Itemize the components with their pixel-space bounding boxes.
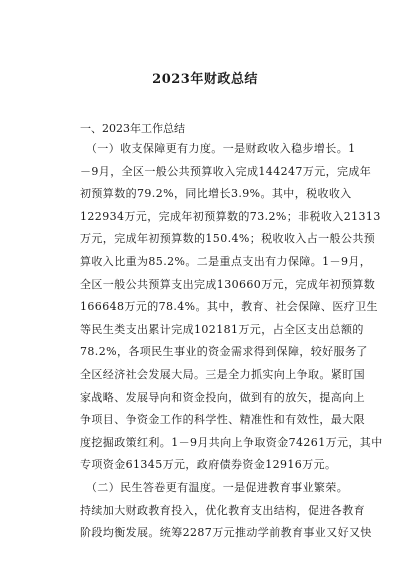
document-title: 2023年财政总结	[152, 72, 258, 87]
text-line: 122934万元，完成年初预算数的73.2%；非税收入21313	[80, 209, 381, 223]
text-line: 等民生类支出累计完成102181万元，占全区支出总额的	[80, 322, 364, 336]
text-line: 全区一般公共预算支出完成130660万元，完成年初预算数	[80, 277, 376, 291]
text-line: 专项资金61345万元，政府债券资金12916万元。	[80, 458, 337, 472]
text-line: （一）收支保障更有力度。一是财政收入稳步增长。1	[80, 142, 356, 155]
body-text	[80, 138, 383, 545]
text-line: 持续加大财政教育投入，优化教育支出结构，促进各教育	[80, 503, 365, 517]
text-line: 初预算数的79.2%，同比增长3.9%。其中，税收收入	[80, 187, 352, 201]
text-line: 166648万元的78.4%。其中，教育、社会保障、医疗卫生	[80, 300, 378, 314]
text-line: 万元，完成年初预算数的150.4%；税收收入占一般公共预	[80, 232, 376, 246]
text-line: 算收入比重为85.2%。二是重点支出有力保障。1－9月，	[80, 254, 372, 268]
section-heading: 一、2023年工作总结	[80, 122, 185, 135]
text-line: 全区经济社会发展大局。三是全力抓实向上争取。紧盯国	[80, 367, 365, 381]
text-line: 争项目、争资金工作的科学性、精准性和有效性，最大限	[80, 413, 365, 427]
text-line: 78.2%，各项民生事业的资金需求得到保障，较好服务了	[80, 345, 368, 359]
text-line: 度挖掘政策红利。1－9月共向上争取资金74261万元，其中	[80, 435, 383, 449]
text-line: －9月，全区一般公共预算收入完成144247万元，完成年	[80, 164, 372, 178]
text-line: 家战略、发展导向和资金投向，做到有的放矢，提高向上	[80, 390, 365, 404]
text-line: 阶段均衡发展。统筹2287万元推动学前教育事业又好又快	[80, 526, 372, 540]
text-line: （二）民生答卷更有温度。一是促进教育事业繁荣。	[80, 480, 349, 494]
